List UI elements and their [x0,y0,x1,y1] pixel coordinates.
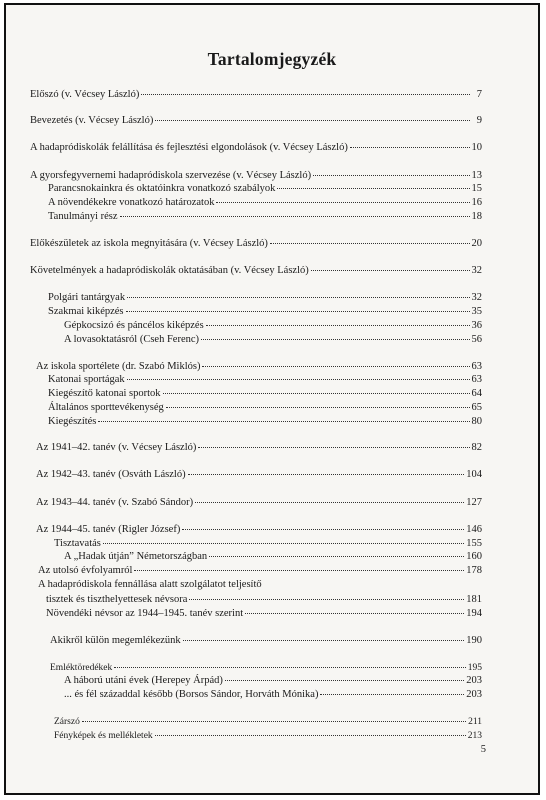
toc-entry [46,608,482,620]
leader-dots [98,421,469,422]
toc-entry-page: 127 [466,497,482,508]
toc-entry-page: 64 [471,388,482,399]
toc-entry-page: 146 [466,524,482,535]
toc-entry [36,442,482,454]
toc-entry [36,469,482,481]
leader-dots [166,407,470,408]
toc-entry-label: Az 1942–43. tanév (Osváth László) [36,469,186,480]
toc-entry [64,675,482,687]
toc-entry-label: Általános sporttevékenység [48,402,164,413]
toc-entry-page: 190 [466,635,482,646]
toc-entry-label: Tisztavatás [54,538,101,549]
toc-entry-label: A gyorsfegyvernemi hadapródiskola szervezése (v. Vécsey László) [30,170,312,181]
leader-dots [163,393,470,394]
toc-entry-label: Fényképek és mellékletek [54,731,153,741]
leader-dots [270,243,470,244]
toc-entry [50,662,482,674]
toc-entry-label: Kiegészítő katonai sportok [48,388,161,399]
toc-entry-label: tisztek és tiszthelyettesek névsora [46,594,188,605]
toc-entry-page: 10 [471,142,482,153]
toc-entry-label: Növendéki névsor az 1944–1945. tanév szerint [46,608,244,619]
toc-entry-label: Előkészületek az iskola megnyitására (v. Vécsey László) [30,238,268,249]
toc-entry [48,292,482,304]
toc-entry-page: 20 [471,238,482,249]
toc-entry [50,635,482,647]
leader-dots [189,599,464,600]
leader-dots [313,175,469,176]
toc-entry-page: 35 [471,306,482,317]
toc-entry [48,416,482,428]
leader-dots [202,366,469,367]
toc-entry-page: 15 [471,183,482,194]
toc-entry-label: Tanulmányi rész [48,211,118,222]
toc-entry-page: 63 [471,374,482,385]
toc-entry-page: 104 [466,469,482,480]
toc-entry-page: 56 [471,334,482,345]
toc-entry-page: 195 [467,663,482,673]
toc-entry [30,265,482,277]
toc-entry-label: Zárszó [54,717,80,727]
toc-entry-label: A háború utáni évek (Herepey Árpád) [64,675,223,686]
toc-entry-label: Emléktöredékek [50,663,113,673]
toc-entry-label: Követelmények a hadapródiskolák oktatásában (v. Vécsey László) [30,265,309,276]
toc-entry-label: Kiegészítés [48,416,97,427]
leader-dots [350,147,470,148]
toc-entry-page: 7 [476,89,482,100]
toc-entry [54,716,482,728]
toc-entry-page: 16 [471,197,482,208]
leader-dots [320,694,464,695]
leader-dots [195,502,464,503]
toc-entry-label: Gépkocsizó és páncélos kiképzés [64,320,204,331]
toc-entry-page: 18 [471,211,482,222]
toc-entry [30,142,482,154]
toc-entry [48,183,482,195]
leader-dots [82,721,466,722]
toc-entry-page: 82 [471,442,482,453]
toc-entry-page: 213 [467,731,482,741]
toc-entry [30,238,482,250]
leader-dots [216,202,469,203]
leader-dots [155,120,470,121]
toc-entry-label: Akikről külön megemlékezünk [50,635,181,646]
toc-entry [46,594,482,606]
toc-entry-label: Az utolsó évfolyamról [38,565,133,576]
toc-entry-label: Bevezetés (v. Vécsey László) [30,115,154,126]
leader-dots [134,570,464,571]
toc-entry [64,320,482,332]
toc-entry [48,402,482,414]
leader-dots [188,474,465,475]
leader-dots [103,543,464,544]
leader-dots [127,297,469,298]
toc-entry-label: Polgári tantárgyak [48,292,126,303]
leader-dots [209,556,464,557]
toc-entry [54,730,482,742]
toc-entry-page: 203 [466,675,482,686]
toc-entry-page: 63 [471,361,482,372]
toc-entry-page: 32 [471,265,482,276]
toc-entry [64,551,482,563]
toc-entry [30,170,482,182]
leader-dots [120,216,470,217]
toc-entry-page: 9 [476,115,482,126]
toc-entry [54,538,482,550]
toc-entry-page: 65 [471,402,482,413]
leader-dots [126,311,470,312]
toc-entry [38,565,482,577]
page-title: Tartalomjegyzék [207,49,337,69]
toc-entry-label: A hadapródiskolák felállítása és fejlesztési elgondolások (v. Vécsey László) [30,142,348,153]
toc-entry-label: Parancsnokainkra és oktatóinkra vonatkozó szabályok [48,183,276,194]
toc-entry [48,374,482,386]
toc-entry-page: 155 [466,538,482,549]
leader-dots [198,447,469,448]
page-number: 5 [480,744,486,755]
toc-entry-page: 181 [466,594,482,605]
toc-entry-label: Az 1944–45. tanév (Rigler József) [36,524,181,535]
leader-dots [182,529,464,530]
toc-entry-page: 178 [466,565,482,576]
leader-dots [225,680,464,681]
document-page [4,3,540,795]
toc-entry [48,197,482,209]
leader-dots [127,379,470,380]
toc-entry-label: ... és fél századdal később (Borsos Sándor, Horváth Mónika) [64,689,319,700]
toc-entry-label: Az iskola sportélete (dr. Szabó Miklós) [36,361,201,372]
toc-entry-page: 211 [468,717,482,727]
toc-continued-line: A hadapródiskola fennállása alatt szolgálatot teljesítő [38,579,262,590]
toc-entry [36,524,482,536]
leader-dots [311,270,470,271]
toc-entry-page: 36 [471,320,482,331]
toc-entry-label: Katonai sportágak [48,374,125,385]
toc-entry [64,689,482,701]
leader-dots [141,94,470,95]
toc-entry-page: 160 [466,551,482,562]
toc-entry-label: Szakmai kiképzés [48,306,124,317]
toc-entry [48,388,482,400]
toc-entry-label: A növendékekre vonatkozó határozatok [48,197,215,208]
toc-entry-label: Az 1943–44. tanév (v. Szabó Sándor) [36,497,194,508]
toc-entry-page: 80 [471,416,482,427]
toc-entry-page: 32 [471,292,482,303]
leader-dots [206,325,470,326]
toc-entry-page: 203 [466,689,482,700]
leader-dots [201,339,469,340]
toc-entry [48,211,482,223]
leader-dots [155,735,466,736]
toc-entry-label: A „Hadak útján” Németországban [64,551,208,562]
toc-entry [36,361,482,373]
toc-entry-label: A lovasoktatásról (Cseh Ferenc) [64,334,200,345]
toc-entry-label: Az 1941–42. tanév (v. Vécsey László) [36,442,197,453]
toc-entry-page: 194 [466,608,482,619]
leader-dots [277,188,469,189]
leader-dots [183,640,465,641]
toc-entry [30,89,482,101]
toc-entry [36,497,482,509]
toc-entry-label: Előszó (v. Vécsey László) [30,89,140,100]
toc-entry [64,334,482,346]
toc-entry [30,115,482,127]
leader-dots [114,667,465,668]
toc-entry [48,306,482,318]
leader-dots [245,613,464,614]
toc-entry-page: 13 [471,170,482,181]
